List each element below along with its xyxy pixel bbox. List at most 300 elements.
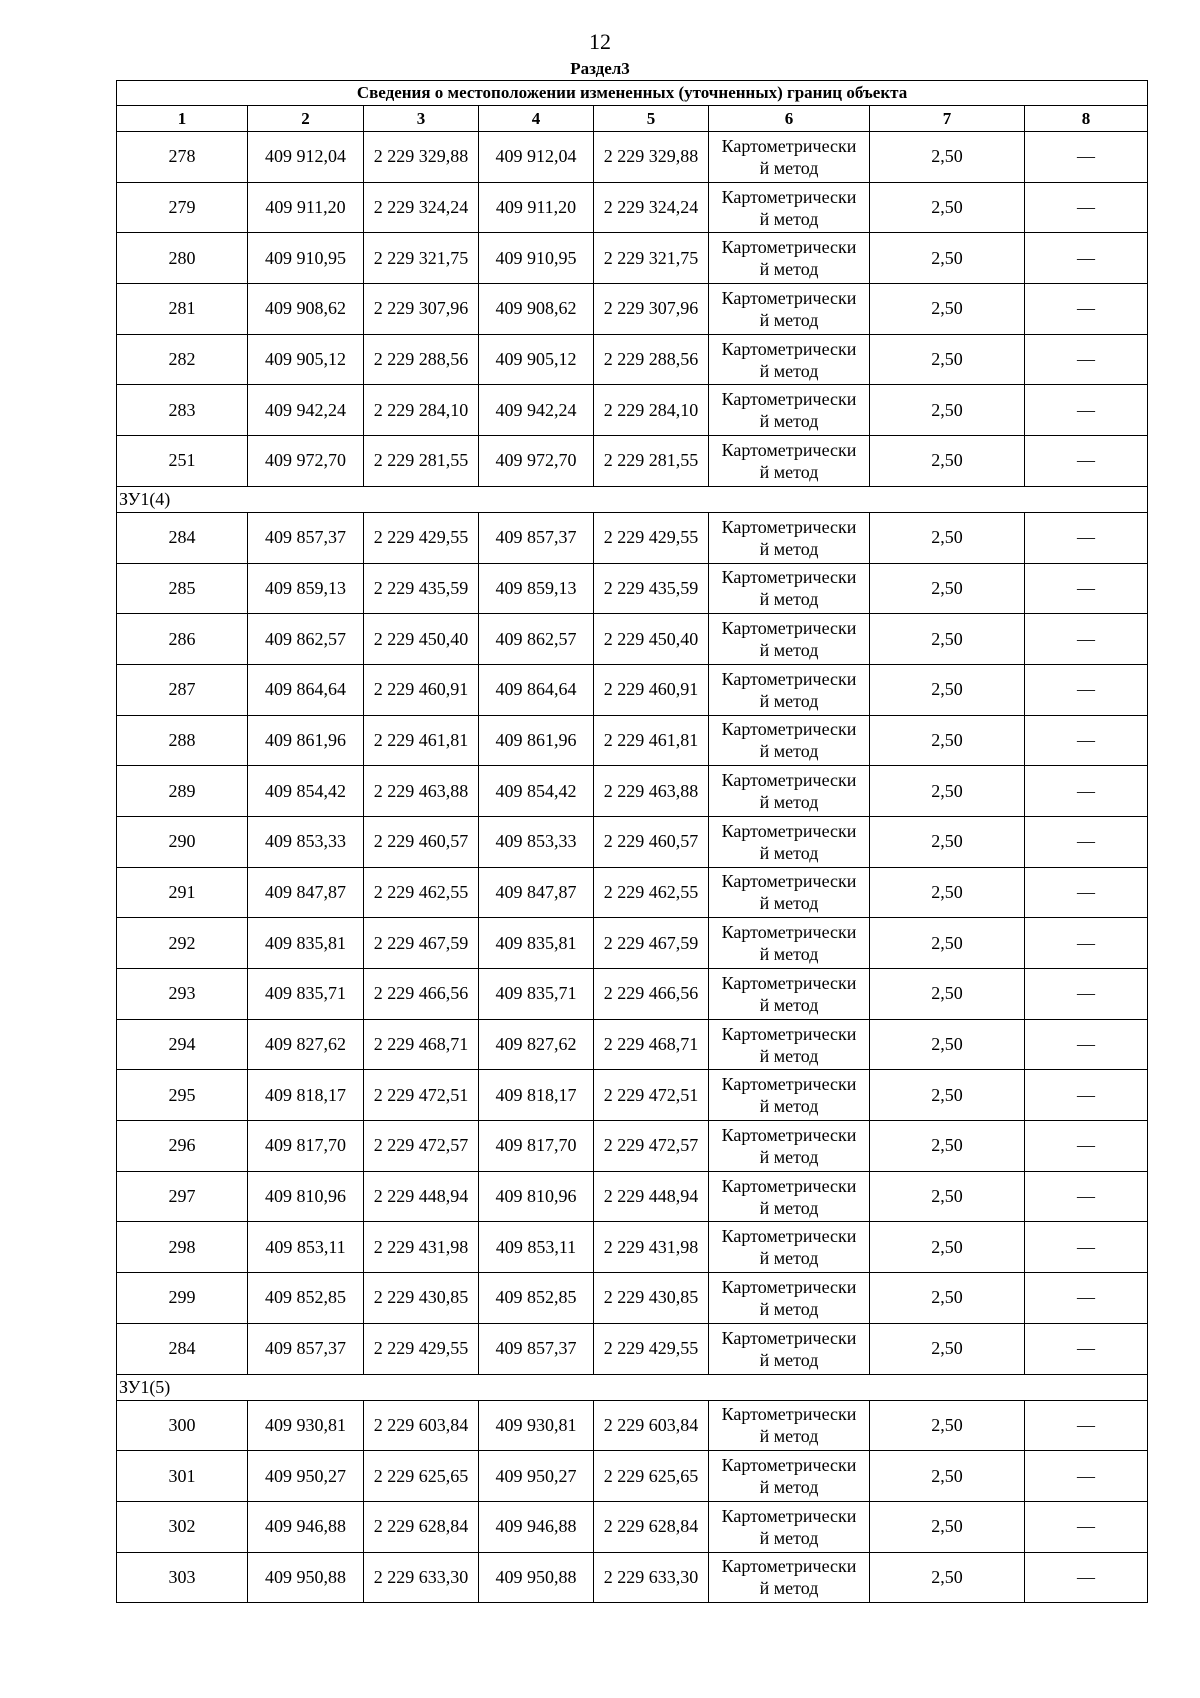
coordinate-cell: 2 229 429,55 <box>594 1323 709 1374</box>
method-cell <box>709 182 870 233</box>
coordinate-cell: 409 912,04 <box>248 132 364 183</box>
method-line-2: й метод <box>759 461 819 482</box>
method-cell <box>709 1552 870 1603</box>
accuracy-cell: 2,50 <box>870 512 1025 563</box>
method-line-2: й метод <box>759 792 819 813</box>
column-number: 7 <box>870 106 1025 132</box>
method-cell <box>709 867 870 918</box>
note-cell: — <box>1025 1121 1148 1172</box>
method-line-1: Картометрически <box>721 1023 857 1044</box>
method-cell <box>709 436 870 487</box>
coordinate-cell: 409 930,81 <box>248 1400 364 1451</box>
method-line-2: й метод <box>759 640 819 661</box>
method-cell <box>709 766 870 817</box>
coordinate-cell: 2 229 461,81 <box>594 715 709 766</box>
method-line-2: й метод <box>759 208 819 229</box>
coordinate-cell: 2 229 472,51 <box>594 1070 709 1121</box>
method-cell <box>709 334 870 385</box>
table-row <box>117 867 1148 918</box>
method-line-2: й метод <box>759 1477 819 1498</box>
coordinate-cell: 2 229 448,94 <box>594 1171 709 1222</box>
coordinate-cell: 409 853,11 <box>479 1222 594 1273</box>
group-label: ЗУ1(4) <box>117 486 1148 512</box>
method-line-2: й метод <box>759 259 819 280</box>
coordinate-cell: 409 905,12 <box>479 334 594 385</box>
method-line-2: й метод <box>759 589 819 610</box>
note-cell: — <box>1025 1323 1148 1374</box>
method-line-2: й метод <box>759 690 819 711</box>
note-cell: — <box>1025 1171 1148 1222</box>
note-cell: — <box>1025 918 1148 969</box>
coordinate-cell: 409 857,37 <box>248 512 364 563</box>
page-number: 12 <box>589 29 611 54</box>
method-cell <box>709 284 870 335</box>
table-row <box>117 1501 1148 1552</box>
coordinate-cell: 409 908,62 <box>479 284 594 335</box>
method-line-2: й метод <box>759 309 819 330</box>
note-cell: — <box>1025 132 1148 183</box>
accuracy-cell: 2,50 <box>870 1323 1025 1374</box>
coordinate-cell: 409 810,96 <box>248 1171 364 1222</box>
method-line-2: й метод <box>759 1146 819 1167</box>
coordinate-cell: 2 229 460,91 <box>594 664 709 715</box>
coordinate-cell: 409 859,13 <box>479 563 594 614</box>
table-row <box>117 233 1148 284</box>
coordinate-cell: 2 229 435,59 <box>594 563 709 614</box>
coordinate-cell: 409 905,12 <box>248 334 364 385</box>
coordinate-cell: 409 950,88 <box>248 1552 364 1603</box>
coordinate-cell: 409 911,20 <box>248 182 364 233</box>
column-number: 2 <box>248 106 364 132</box>
coordinate-cell: 409 862,57 <box>248 614 364 665</box>
table-row <box>117 512 1148 563</box>
coordinate-cell: 409 817,70 <box>479 1121 594 1172</box>
coordinate-cell: 409 852,85 <box>479 1273 594 1324</box>
table-row <box>117 385 1148 436</box>
method-cell <box>709 664 870 715</box>
table-caption: Сведения о местоположении измененных (уточненных) границ объекта <box>117 81 1148 106</box>
method-line-1: Картометрически <box>721 719 857 740</box>
method-line-2: й метод <box>759 1349 819 1370</box>
coordinate-cell: 2 229 448,94 <box>364 1171 479 1222</box>
method-line-1: Картометрически <box>721 972 857 993</box>
coordinate-cell: 409 835,81 <box>248 918 364 969</box>
column-number: 8 <box>1025 106 1148 132</box>
point-number-cell: 282 <box>117 334 248 385</box>
method-line-1: Картометрически <box>721 389 857 410</box>
accuracy-cell: 2,50 <box>870 132 1025 183</box>
method-cell <box>709 715 870 766</box>
method-cell <box>709 1451 870 1502</box>
coordinate-cell: 409 946,88 <box>248 1501 364 1552</box>
table-row <box>117 918 1148 969</box>
method-cell <box>709 918 870 969</box>
column-number: 3 <box>364 106 479 132</box>
coordinate-cell: 409 857,37 <box>248 1323 364 1374</box>
coordinate-cell: 409 827,62 <box>479 1019 594 1070</box>
method-cell <box>709 563 870 614</box>
table-row <box>117 1323 1148 1374</box>
coordinate-cell: 409 853,33 <box>248 816 364 867</box>
coordinate-cell: 409 835,81 <box>479 918 594 969</box>
coordinate-cell: 2 229 628,84 <box>594 1501 709 1552</box>
table-row <box>117 969 1148 1020</box>
table-row <box>117 715 1148 766</box>
coordinate-cell: 2 229 460,57 <box>594 816 709 867</box>
method-line-1: Картометрически <box>721 338 857 359</box>
coordinate-cell: 409 910,95 <box>248 233 364 284</box>
coordinate-cell: 409 950,27 <box>479 1451 594 1502</box>
coordinate-cell: 2 229 462,55 <box>594 867 709 918</box>
note-cell: — <box>1025 715 1148 766</box>
note-cell: — <box>1025 1222 1148 1273</box>
coordinate-cell: 409 818,17 <box>248 1070 364 1121</box>
point-number-cell: 303 <box>117 1552 248 1603</box>
table-row <box>117 766 1148 817</box>
table-row <box>117 1451 1148 1502</box>
method-cell <box>709 1273 870 1324</box>
point-number-cell: 297 <box>117 1171 248 1222</box>
note-cell: — <box>1025 1451 1148 1502</box>
method-line-2: й метод <box>759 538 819 559</box>
coordinate-cell: 2 229 324,24 <box>594 182 709 233</box>
point-number-cell: 296 <box>117 1121 248 1172</box>
coordinate-cell: 409 847,87 <box>248 867 364 918</box>
method-cell <box>709 385 870 436</box>
point-number-cell: 279 <box>117 182 248 233</box>
table-row <box>117 1070 1148 1121</box>
coordinate-cell: 2 229 429,55 <box>364 512 479 563</box>
method-line-1: Картометрически <box>721 770 857 791</box>
method-line-2: й метод <box>759 1045 819 1066</box>
coordinate-cell: 409 861,96 <box>248 715 364 766</box>
coordinate-cell: 2 229 472,57 <box>594 1121 709 1172</box>
note-cell: — <box>1025 233 1148 284</box>
accuracy-cell: 2,50 <box>870 664 1025 715</box>
coordinate-cell: 2 229 472,51 <box>364 1070 479 1121</box>
table-row <box>117 182 1148 233</box>
coordinate-cell: 2 229 288,56 <box>364 334 479 385</box>
coordinate-cell: 2 229 329,88 <box>594 132 709 183</box>
coordinate-cell: 2 229 324,24 <box>364 182 479 233</box>
table-row <box>117 436 1148 487</box>
group-header-row <box>117 1374 1148 1400</box>
method-cell <box>709 1501 870 1552</box>
coordinate-cell: 409 817,70 <box>248 1121 364 1172</box>
coordinate-cell: 2 229 321,75 <box>594 233 709 284</box>
coordinate-cell: 409 972,70 <box>479 436 594 487</box>
accuracy-cell: 2,50 <box>870 816 1025 867</box>
accuracy-cell: 2,50 <box>870 1501 1025 1552</box>
point-number-cell: 289 <box>117 766 248 817</box>
method-line-1: Картометрически <box>721 1556 857 1577</box>
method-line-1: Картометрически <box>721 922 857 943</box>
coordinate-cell: 2 229 466,56 <box>594 969 709 1020</box>
coordinate-cell: 2 229 633,30 <box>364 1552 479 1603</box>
accuracy-cell: 2,50 <box>870 334 1025 385</box>
point-number-cell: 299 <box>117 1273 248 1324</box>
coordinate-cell: 409 864,64 <box>248 664 364 715</box>
point-number-cell: 281 <box>117 284 248 335</box>
accuracy-cell: 2,50 <box>870 182 1025 233</box>
coordinate-cell: 409 835,71 <box>479 969 594 1020</box>
point-number-cell: 294 <box>117 1019 248 1070</box>
method-line-1: Картометрически <box>721 820 857 841</box>
point-number-cell: 251 <box>117 436 248 487</box>
method-line-1: Картометрически <box>721 1455 857 1476</box>
coordinate-cell: 2 229 281,55 <box>364 436 479 487</box>
accuracy-cell: 2,50 <box>870 1070 1025 1121</box>
accuracy-cell: 2,50 <box>870 1273 1025 1324</box>
table-row <box>117 1019 1148 1070</box>
accuracy-cell: 2,50 <box>870 436 1025 487</box>
coordinate-cell: 2 229 281,55 <box>594 436 709 487</box>
column-number: 5 <box>594 106 709 132</box>
point-number-cell: 286 <box>117 614 248 665</box>
table-row <box>117 614 1148 665</box>
coordinate-cell: 2 229 463,88 <box>594 766 709 817</box>
method-line-2: й метод <box>759 1527 819 1548</box>
method-line-1: Картометрически <box>721 1175 857 1196</box>
table-row <box>117 1222 1148 1273</box>
accuracy-cell: 2,50 <box>870 1171 1025 1222</box>
method-line-2: й метод <box>759 1426 819 1447</box>
table-body <box>117 132 1148 1603</box>
coordinate-cell: 2 229 625,65 <box>364 1451 479 1502</box>
method-line-2: й метод <box>759 1248 819 1269</box>
point-number-cell: 302 <box>117 1501 248 1552</box>
method-line-1: Картометрически <box>721 186 857 207</box>
coordinates-table <box>116 80 1148 1603</box>
column-number: 1 <box>117 106 248 132</box>
accuracy-cell: 2,50 <box>870 1019 1025 1070</box>
note-cell: — <box>1025 1273 1148 1324</box>
coordinate-cell: 409 912,04 <box>479 132 594 183</box>
accuracy-cell: 2,50 <box>870 715 1025 766</box>
coordinate-cell: 2 229 467,59 <box>364 918 479 969</box>
coordinate-cell: 409 950,88 <box>479 1552 594 1603</box>
coordinate-cell: 2 229 431,98 <box>594 1222 709 1273</box>
method-line-1: Картометрически <box>721 1074 857 1095</box>
note-cell: — <box>1025 614 1148 665</box>
table-row <box>117 334 1148 385</box>
coordinate-cell: 409 854,42 <box>248 766 364 817</box>
coordinate-cell: 2 229 460,57 <box>364 816 479 867</box>
method-line-1: Картометрически <box>721 1124 857 1145</box>
coordinate-cell: 2 229 435,59 <box>364 563 479 614</box>
column-number: 4 <box>479 106 594 132</box>
coordinate-cell: 2 229 288,56 <box>594 334 709 385</box>
note-cell: — <box>1025 766 1148 817</box>
coordinate-cell: 2 229 603,84 <box>364 1400 479 1451</box>
point-number-cell: 280 <box>117 233 248 284</box>
table-row <box>117 1171 1148 1222</box>
coordinate-cell: 409 847,87 <box>479 867 594 918</box>
coordinate-cell: 409 862,57 <box>479 614 594 665</box>
method-cell <box>709 816 870 867</box>
point-number-cell: 300 <box>117 1400 248 1451</box>
coordinate-cell: 2 229 603,84 <box>594 1400 709 1451</box>
coordinate-cell: 409 950,27 <box>248 1451 364 1502</box>
method-line-1: Картометрически <box>721 135 857 156</box>
coordinate-cell: 409 910,95 <box>479 233 594 284</box>
table-row <box>117 664 1148 715</box>
accuracy-cell: 2,50 <box>870 385 1025 436</box>
point-number-cell: 288 <box>117 715 248 766</box>
method-line-2: й метод <box>759 944 819 965</box>
note-cell: — <box>1025 1400 1148 1451</box>
table-row <box>117 1552 1148 1603</box>
point-number-cell: 298 <box>117 1222 248 1273</box>
point-number-cell: 295 <box>117 1070 248 1121</box>
group-label: ЗУ1(5) <box>117 1374 1148 1400</box>
accuracy-cell: 2,50 <box>870 969 1025 1020</box>
note-cell: — <box>1025 867 1148 918</box>
method-cell <box>709 1121 870 1172</box>
method-line-1: Картометрически <box>721 1327 857 1348</box>
note-cell: — <box>1025 512 1148 563</box>
method-line-2: й метод <box>759 994 819 1015</box>
coordinate-cell: 2 229 329,88 <box>364 132 479 183</box>
point-number-cell: 278 <box>117 132 248 183</box>
accuracy-cell: 2,50 <box>870 1552 1025 1603</box>
accuracy-cell: 2,50 <box>870 867 1025 918</box>
coordinate-cell: 409 857,37 <box>479 1323 594 1374</box>
note-cell: — <box>1025 664 1148 715</box>
table-row <box>117 563 1148 614</box>
point-number-cell: 284 <box>117 1323 248 1374</box>
coordinate-cell: 2 229 450,40 <box>594 614 709 665</box>
coordinate-cell: 2 229 468,71 <box>364 1019 479 1070</box>
coordinate-cell: 409 852,85 <box>248 1273 364 1324</box>
method-line-1: Картометрически <box>721 668 857 689</box>
coordinate-cell: 2 229 472,57 <box>364 1121 479 1172</box>
method-line-1: Картометрически <box>721 567 857 588</box>
coordinate-cell: 409 972,70 <box>248 436 364 487</box>
point-number-cell: 291 <box>117 867 248 918</box>
method-cell <box>709 1171 870 1222</box>
accuracy-cell: 2,50 <box>870 1121 1025 1172</box>
point-number-cell: 284 <box>117 512 248 563</box>
coordinate-cell: 2 229 468,71 <box>594 1019 709 1070</box>
method-line-2: й метод <box>759 1197 819 1218</box>
method-line-2: й метод <box>759 1096 819 1117</box>
note-cell: — <box>1025 1552 1148 1603</box>
method-line-1: Картометрически <box>721 871 857 892</box>
table-row <box>117 132 1148 183</box>
accuracy-cell: 2,50 <box>870 284 1025 335</box>
coordinate-cell: 409 861,96 <box>479 715 594 766</box>
method-line-1: Картометрически <box>721 1226 857 1247</box>
method-cell <box>709 1070 870 1121</box>
coordinate-cell: 2 229 461,81 <box>364 715 479 766</box>
coordinate-cell: 2 229 463,88 <box>364 766 479 817</box>
method-cell <box>709 614 870 665</box>
coordinate-cell: 409 827,62 <box>248 1019 364 1070</box>
note-cell: — <box>1025 816 1148 867</box>
note-cell: — <box>1025 1070 1148 1121</box>
point-number-cell: 290 <box>117 816 248 867</box>
method-line-1: Картометрически <box>721 516 857 537</box>
coordinate-cell: 2 229 450,40 <box>364 614 479 665</box>
method-line-2: й метод <box>759 842 819 863</box>
note-cell: — <box>1025 385 1148 436</box>
point-number-cell: 293 <box>117 969 248 1020</box>
coordinate-cell: 409 853,33 <box>479 816 594 867</box>
accuracy-cell: 2,50 <box>870 614 1025 665</box>
coordinate-cell: 409 859,13 <box>248 563 364 614</box>
coordinate-cell: 409 853,11 <box>248 1222 364 1273</box>
coordinate-cell: 2 229 430,85 <box>594 1273 709 1324</box>
accuracy-cell: 2,50 <box>870 1400 1025 1451</box>
note-cell: — <box>1025 284 1148 335</box>
method-line-2: й метод <box>759 1298 819 1319</box>
section-title: Раздел3 <box>570 59 630 78</box>
coordinate-cell: 409 942,24 <box>479 385 594 436</box>
note-cell: — <box>1025 1019 1148 1070</box>
table-row <box>117 816 1148 867</box>
method-cell <box>709 1323 870 1374</box>
coordinate-cell: 2 229 321,75 <box>364 233 479 284</box>
method-line-2: й метод <box>759 1578 819 1599</box>
coordinate-cell: 2 229 307,96 <box>364 284 479 335</box>
method-cell <box>709 969 870 1020</box>
coordinate-cell: 409 942,24 <box>248 385 364 436</box>
method-line-2: й метод <box>759 157 819 178</box>
coordinate-cell: 409 911,20 <box>479 182 594 233</box>
method-line-1: Картометрически <box>721 618 857 639</box>
coordinate-cell: 2 229 462,55 <box>364 867 479 918</box>
coordinate-cell: 409 810,96 <box>479 1171 594 1222</box>
table-row <box>117 1400 1148 1451</box>
table-row <box>117 1273 1148 1324</box>
note-cell: — <box>1025 563 1148 614</box>
method-line-1: Картометрически <box>721 1276 857 1297</box>
table-row <box>117 1121 1148 1172</box>
coordinate-cell: 2 229 628,84 <box>364 1501 479 1552</box>
coordinate-cell: 409 908,62 <box>248 284 364 335</box>
method-cell <box>709 1019 870 1070</box>
note-cell: — <box>1025 182 1148 233</box>
note-cell: — <box>1025 436 1148 487</box>
note-cell: — <box>1025 334 1148 385</box>
coordinate-cell: 409 946,88 <box>479 1501 594 1552</box>
method-cell <box>709 512 870 563</box>
coordinate-cell: 2 229 466,56 <box>364 969 479 1020</box>
point-number-cell: 283 <box>117 385 248 436</box>
column-number: 6 <box>709 106 870 132</box>
method-line-1: Картометрически <box>721 439 857 460</box>
method-line-1: Картометрически <box>721 237 857 258</box>
method-line-2: й метод <box>759 741 819 762</box>
method-line-1: Картометрически <box>721 1505 857 1526</box>
point-number-cell: 292 <box>117 918 248 969</box>
accuracy-cell: 2,50 <box>870 918 1025 969</box>
coordinate-cell: 2 229 625,65 <box>594 1451 709 1502</box>
method-cell <box>709 233 870 284</box>
accuracy-cell: 2,50 <box>870 233 1025 284</box>
coordinate-cell: 2 229 633,30 <box>594 1552 709 1603</box>
method-cell <box>709 1222 870 1273</box>
coordinate-cell: 409 835,71 <box>248 969 364 1020</box>
coordinate-cell: 409 930,81 <box>479 1400 594 1451</box>
coordinate-cell: 2 229 467,59 <box>594 918 709 969</box>
method-cell <box>709 132 870 183</box>
method-line-1: Картометрически <box>721 287 857 308</box>
coordinate-cell: 2 229 284,10 <box>364 385 479 436</box>
coordinate-cell: 2 229 284,10 <box>594 385 709 436</box>
accuracy-cell: 2,50 <box>870 563 1025 614</box>
